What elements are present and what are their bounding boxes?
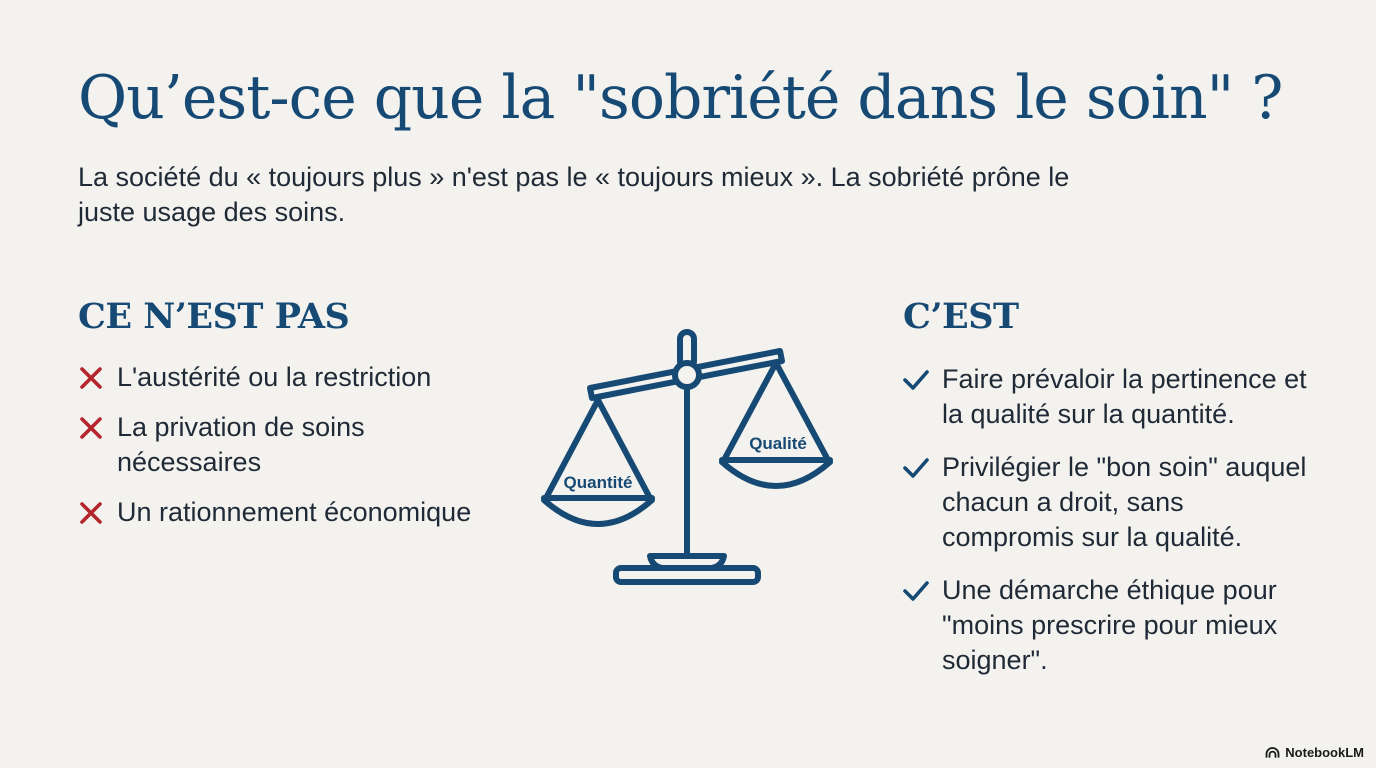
not-list-item-text: Un rationnement économique: [117, 497, 472, 527]
check-icon: [901, 450, 931, 485]
not-list-item: [76, 410, 516, 480]
is-list-item: [901, 573, 1321, 678]
brand-label: NotebookLM: [1285, 745, 1364, 760]
left-pan-label: Quantité: [563, 473, 633, 492]
is-list-item: [901, 450, 1321, 555]
subtitle: La société du « toujours plus » n'est pas le « toujours mieux ». La sobriété prône le juste usage des soins.: [78, 162, 1070, 227]
is-list-item-text: Faire prévaloir la pertinence et la qualité sur la quantité.: [942, 364, 1307, 429]
is-list-item: [901, 362, 1321, 432]
cross-icon: [76, 360, 106, 395]
not-list-item-text: La privation de soins nécessaires: [117, 412, 365, 477]
not-heading: CE N’EST PAS: [78, 296, 350, 337]
not-list-item-text: L'austérité ou la restriction: [117, 362, 432, 392]
cross-icon: [76, 410, 106, 445]
not-list-item: [76, 495, 516, 530]
right-pan-label: Qualité: [749, 434, 807, 453]
cross-icon: [76, 495, 106, 530]
check-icon: [901, 573, 931, 608]
not-list: [76, 360, 516, 545]
not-list-item: [76, 360, 516, 395]
is-list: [901, 362, 1321, 696]
balance-scale-icon: [540, 326, 840, 590]
check-icon: [901, 362, 931, 397]
is-heading: C’EST: [903, 296, 1019, 337]
is-list-item-text: Privilégier le "bon soin" auquel chacun a droit, sans compromis sur la qualité.: [942, 452, 1307, 552]
notebooklm-brand: [1265, 745, 1364, 760]
page-title: Qu’est-ce que la "sobriété dans le soin" ?: [78, 63, 1283, 133]
notebooklm-logo-icon: [1265, 747, 1280, 758]
is-list-item-text: Une démarche éthique pour "moins prescrire pour mieux soigner".: [942, 575, 1278, 675]
